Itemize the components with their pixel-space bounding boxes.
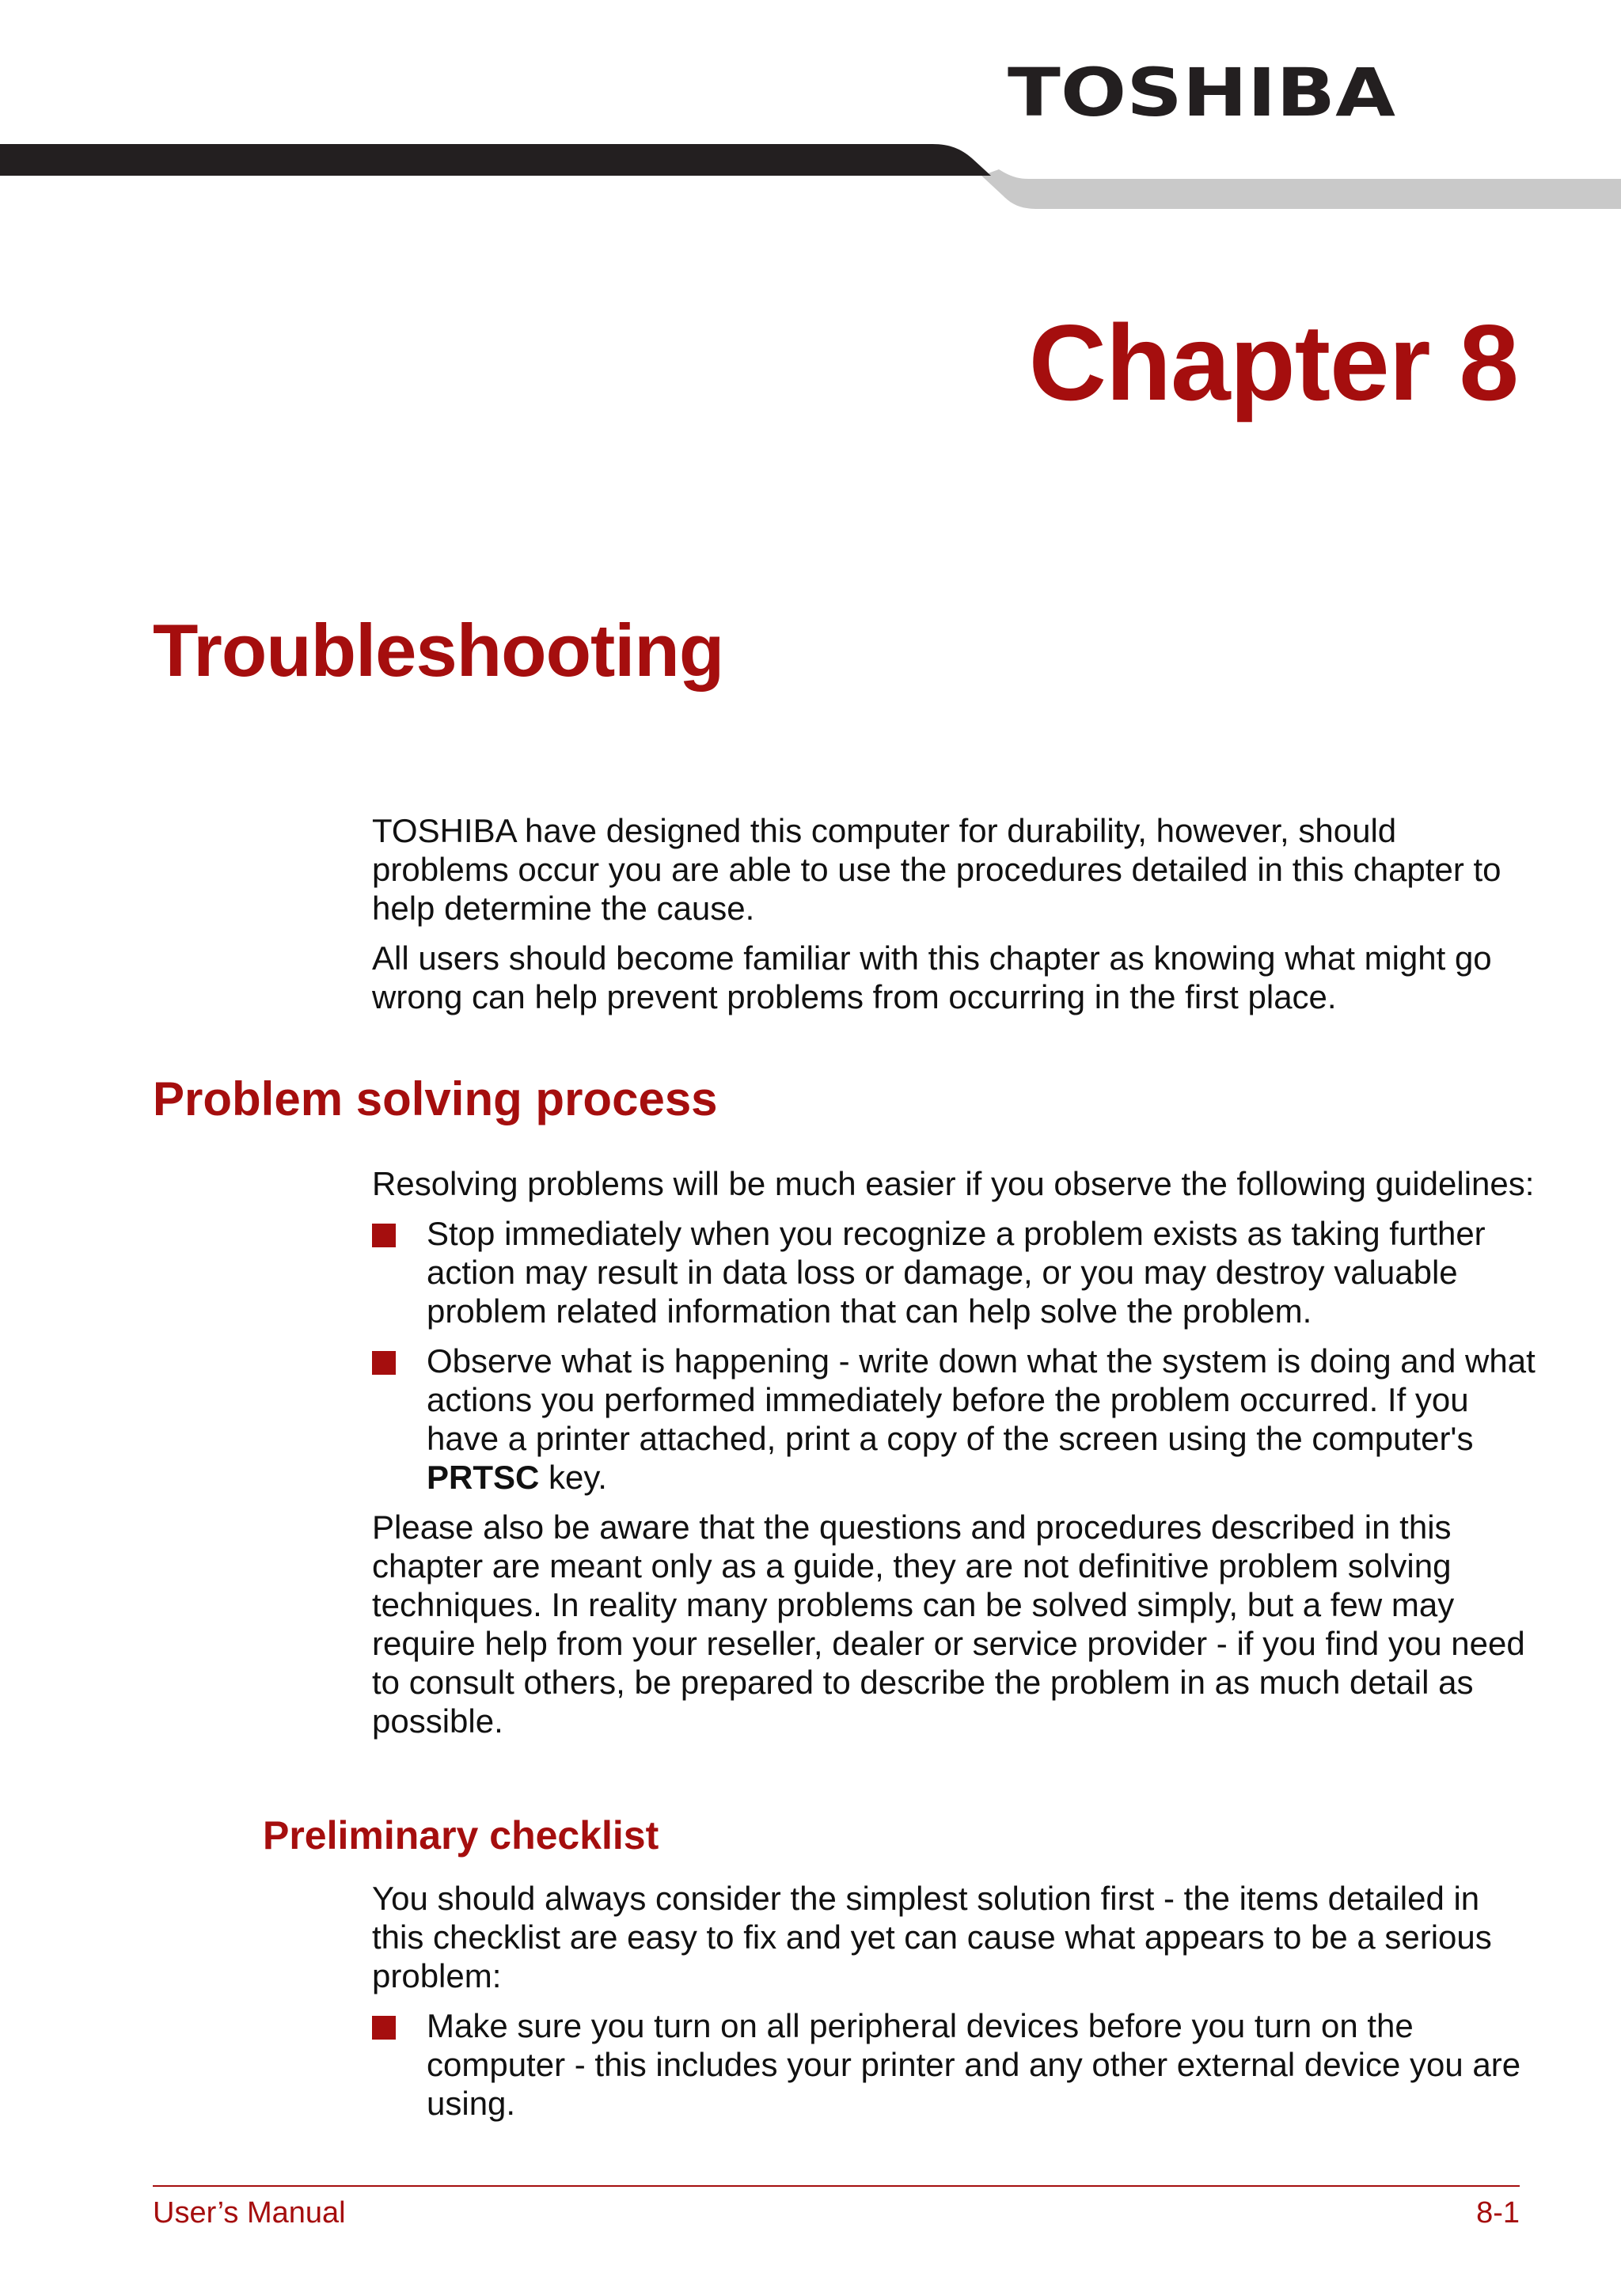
list-item [372, 2006, 1539, 2123]
list-item [372, 1214, 1539, 1330]
closing-paragraph: Please also be aware that the questions and procedures described in this chapter are meant only as a guide, they are not definitive problem solving techniques. In reality many problems can be solved simply, but a few may require help from your reseller, dealer or service provider - if you find you need to consult others, be prepared to describe the problem in as much detail as possible. [372, 1509, 1525, 1740]
list-item [372, 1342, 1539, 1497]
square-bullet-icon [372, 1224, 396, 1247]
logo-wordmark: TOSHIBA [1008, 54, 1395, 127]
intro-paragraph: All users should become familiar with this chapter as knowing what might go wrong can help prevent problems from occurring in the first place. [372, 939, 1492, 1015]
square-bullet-icon [372, 2016, 396, 2040]
list-item-text: Make sure you turn on all peripheral devices before you turn on the computer - this includes your printer and any other external device you are using. [427, 2007, 1521, 2122]
section-title: Troubleshooting [153, 609, 724, 692]
list-item-text: Stop immediately when you recognize a problem exists as taking further action may result in data loss or damage, or you may destroy valuable problem related information that can help solve the problem. [427, 1215, 1486, 1330]
header-band [0, 141, 1621, 212]
list-item-text: key. [539, 1459, 607, 1496]
chapter-title: Chapter 8 [1028, 302, 1518, 423]
key-name: PRTSC [427, 1459, 540, 1496]
list-item-text: Observe what is happening - write down what the system is doing and what actions you performed immediately before the problem occurred. If you have a printer attached, print a copy of the screen using the computer's [427, 1342, 1536, 1457]
problem-solving-block [372, 1164, 1539, 1751]
square-bullet-icon [372, 1351, 396, 1375]
checklist-block [372, 1879, 1539, 2134]
intro-block [372, 811, 1539, 1027]
intro-paragraph: TOSHIBA have designed this computer for durability, however, should problems occur you are able to use the procedures detailed in this chapter to help determine the cause. [372, 812, 1501, 927]
toshiba-logo [1004, 54, 1399, 127]
lead-paragraph: Resolving problems will be much easier if you observe the following guidelines: [372, 1165, 1535, 1202]
header-band-light [981, 169, 1621, 209]
page-number: 8-1 [1476, 2196, 1520, 2230]
header-band-dark [0, 144, 991, 176]
lead-paragraph: You should always consider the simplest solution first - the items detailed in this checklist are easy to fix and yet can cause what appears to be a serious problem: [372, 1880, 1492, 1994]
footer-manual-label: User’s Manual [153, 2196, 346, 2230]
guidelines-list [372, 1214, 1539, 1497]
subsection-title: Problem solving process [153, 1072, 718, 1125]
footer-divider [153, 2185, 1520, 2187]
subsubsection-title: Preliminary checklist [263, 1813, 659, 1858]
checklist-list [372, 2006, 1539, 2123]
